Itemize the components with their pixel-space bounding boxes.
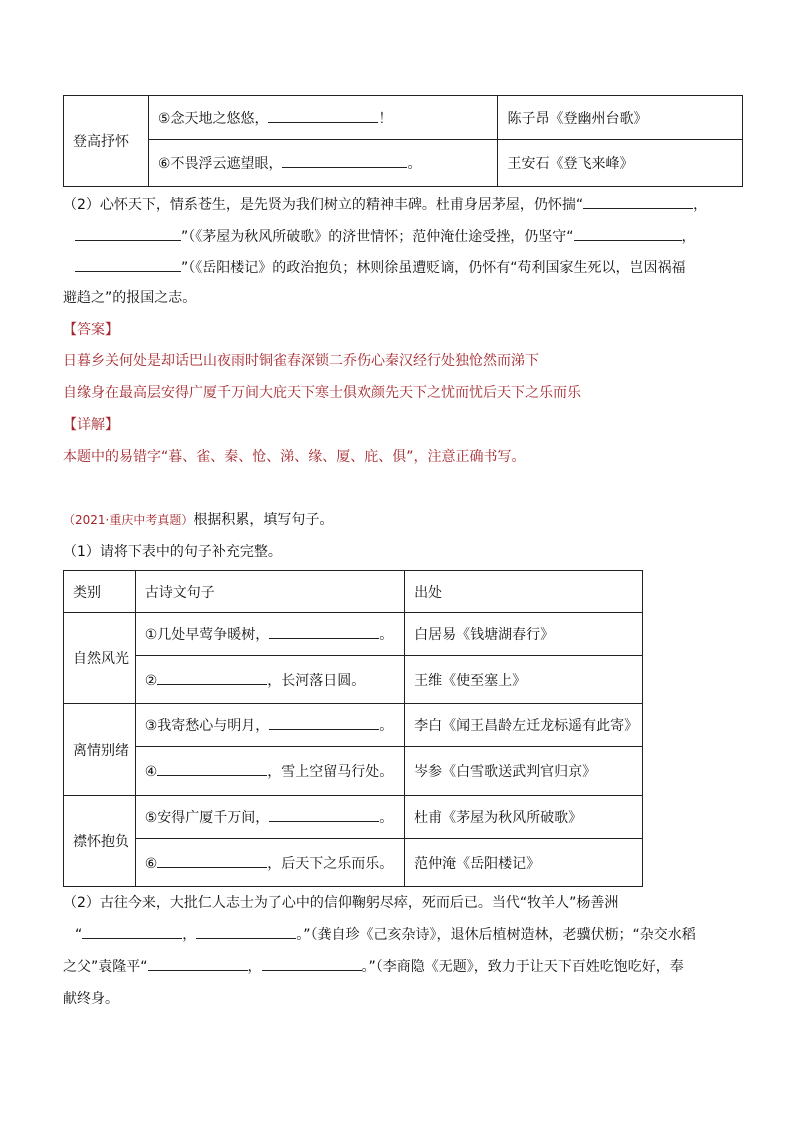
answer-blank[interactable]	[282, 153, 407, 168]
question-2-line-3: ”（《岳阳楼记》的政治抱负；林则徐虽遭贬谪，仍怀有“苟利国家生死以，岂因祸福	[75, 253, 765, 283]
answer-blank[interactable]	[269, 624, 379, 639]
category-cell: 自然风光	[64, 613, 136, 704]
answer-blank[interactable]	[269, 807, 379, 822]
question-prompt: 根据积累，填写句子。	[193, 512, 334, 528]
header-category: 类别	[64, 571, 136, 613]
answer-heading: 【答案】	[63, 322, 119, 338]
answer-blank[interactable]	[157, 853, 267, 868]
answer-blank[interactable]	[269, 715, 379, 730]
sentence-cell: ⑤念天地之悠悠， ！	[148, 96, 498, 140]
sub-question-1: （1）请将下表中的句子补充完整。	[63, 544, 282, 560]
source-cell: 杜甫《茅屋为秋风所破歌》	[405, 796, 643, 839]
header-sentence: 古诗文句子	[135, 571, 404, 613]
answer-blank[interactable]	[148, 956, 248, 971]
source-cell: 白居易《钱塘湖春行》	[405, 613, 643, 656]
answer-blank[interactable]	[574, 226, 682, 241]
question-header	[63, 505, 753, 535]
question-source: （2021·重庆中考真题）	[63, 513, 194, 527]
category-cell: 襟怀抱负	[64, 796, 136, 887]
source-cell: 王安石《登飞来峰》	[498, 140, 743, 187]
question-2-line-4: 避趋之”的报国之志。	[63, 290, 197, 306]
category-cell: 离情别绪	[64, 704, 136, 796]
category-cell: 登高抒怀	[64, 96, 149, 187]
question-2-line-1: （2）心怀天下，情系苍生，是先贤为我们树立的精神丰碑。杜甫身居茅屋，仍怀揣“ ，	[63, 190, 753, 220]
sentence-cell: ⑥不畏浮云遮望眼， 。	[148, 140, 498, 187]
answer-blank[interactable]	[82, 924, 182, 939]
question-2b-line-4: 献终身。	[63, 991, 119, 1007]
question-2b-line-3: 之父”袁隆平“ ， 。”（李商隐《无题》，致力于让天下百姓吃饱吃好，奉	[63, 952, 753, 982]
source-cell: 李白《闻王昌龄左迁龙标遥有此寄》	[405, 704, 643, 747]
source-cell: 王维《使至塞上》	[405, 656, 643, 704]
sentence-cell: ② ，长河落日圆。	[135, 656, 404, 704]
source-cell: 陈子昂《登幽州台歌》	[498, 96, 743, 140]
answer-blank[interactable]	[75, 257, 181, 272]
answer-blank[interactable]	[157, 670, 267, 685]
sentence-cell: ①几处早莺争暖树， 。	[135, 613, 404, 656]
answer-line-1: 日暮乡关何处是却话巴山夜雨时铜雀春深锁二乔伤心秦汉经行处独怆然而涕下	[63, 353, 539, 369]
detail-heading: 【详解】	[63, 417, 119, 433]
answer-blank[interactable]	[157, 761, 267, 776]
answer-blank[interactable]	[262, 956, 362, 971]
sentence-cell: ⑤安得广厦千万间， 。	[135, 796, 404, 839]
source-cell: 岑参《白雪歌送武判官归京》	[405, 747, 643, 796]
answer-line-2: 自缘身在最高层安得广厦千万间大庇天下寒士俱欢颜先天下之忧而忧后天下之乐而乐	[63, 385, 581, 401]
poetry-table	[63, 570, 643, 887]
answer-blank[interactable]	[268, 108, 378, 123]
answer-blank[interactable]	[75, 226, 181, 241]
header-source: 出处	[405, 571, 643, 613]
poetry-table-top	[63, 95, 743, 187]
sentence-cell: ⑥ ，后天下之乐而乐。	[135, 839, 404, 887]
answer-blank[interactable]	[196, 924, 296, 939]
sentence-cell: ④ ，雪上空留马行处。	[135, 747, 404, 796]
source-cell: 范仲淹《岳阳楼记》	[405, 839, 643, 887]
question-2-line-2: ”（《茅屋为秋风所破歌》的济世情怀；范仲淹仕途受挫，仍坚守“ ，	[75, 222, 765, 252]
question-2b-line-2: “ ， 。”（龚自珍《己亥杂诗》，退休后植树造林，老骥伏枥；“杂交水稻	[75, 920, 765, 950]
question-2b-line-1: （2）古往今来，大批仁人志士为了心中的信仰鞠躬尽瘁，死而后已。当代“牧羊人”杨善洲	[63, 895, 619, 911]
detail-text: 本题中的易错字“暮、雀、秦、怆、涕、缘、厦、庇、俱”，注意正确书写。	[63, 449, 526, 465]
sentence-cell: ③我寄愁心与明月， 。	[135, 704, 404, 747]
answer-blank[interactable]	[583, 194, 693, 209]
